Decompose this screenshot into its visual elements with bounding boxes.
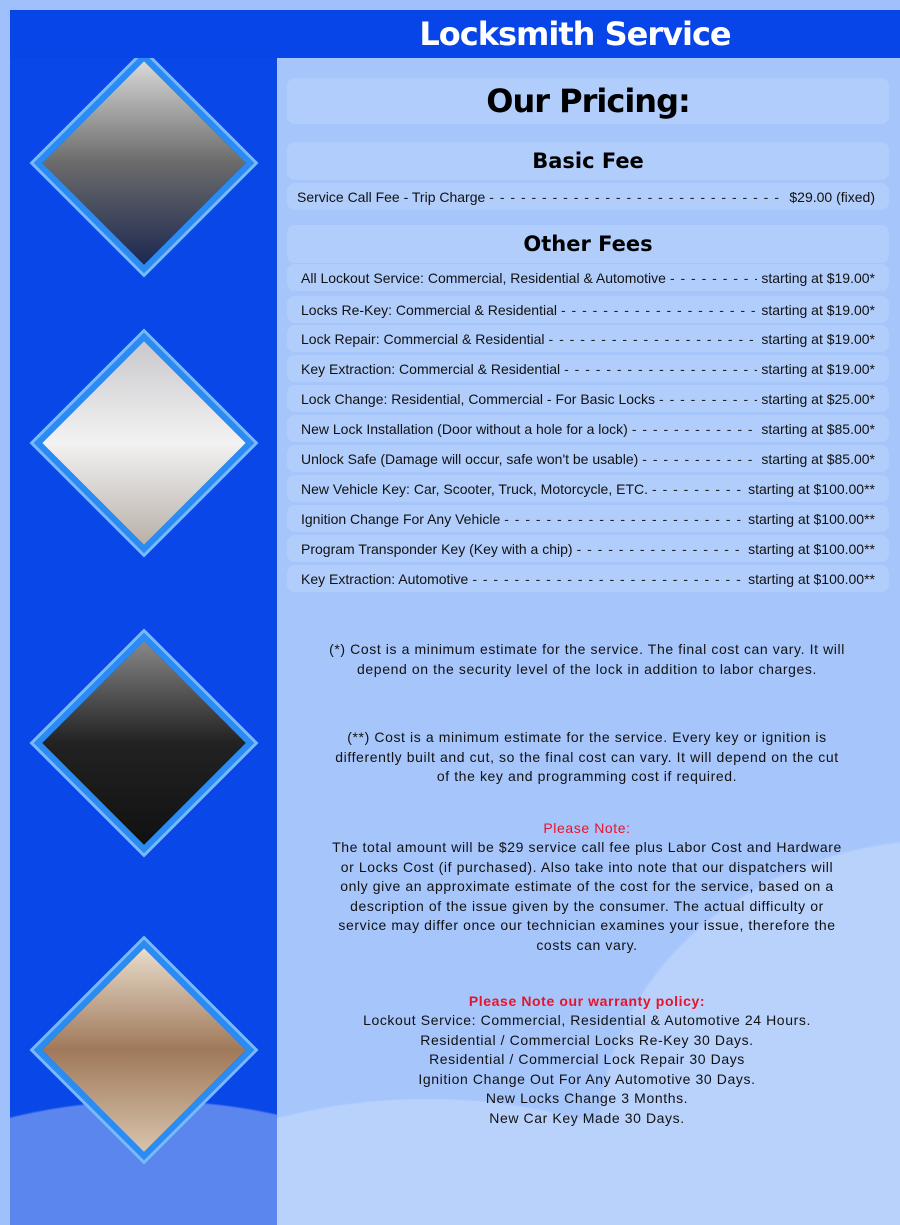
fee-price: starting at $100.00** [748, 540, 875, 557]
fee-price: starting at $19.00* [761, 330, 875, 347]
fee-row [287, 445, 889, 472]
fee-row [287, 355, 889, 382]
warranty-item: Ignition Change Out For Any Automotive 30 Days. [418, 1070, 756, 1087]
fee-label: Ignition Change For Any Vehicle [301, 510, 501, 527]
fee-label: New Lock Installation (Door without a hole for a lock) [301, 420, 628, 437]
fee-row [287, 505, 889, 532]
warranty-item: Residential / Commercial Lock Repair 30 Days [429, 1051, 745, 1067]
dash-leader [564, 361, 757, 377]
pricing-section [277, 58, 900, 1225]
dash-leader [472, 571, 744, 587]
fee-row [287, 535, 889, 562]
dash-leader [504, 511, 744, 527]
warranty-title: Please Note our warranty policy: [468, 993, 706, 1009]
dash-leader [561, 302, 757, 318]
warranty-item: New Locks Change 3 Months. [485, 1090, 689, 1106]
fee-label: Key Extraction: Commercial & Residential [301, 360, 561, 377]
dash-leader [670, 270, 757, 286]
fee-row [287, 415, 889, 442]
page-header: Locksmith Service [10, 10, 900, 58]
fee-row [287, 385, 889, 412]
fee-price: starting at $19.00* [761, 360, 875, 377]
dash-leader [489, 189, 785, 205]
fee-row [287, 325, 889, 352]
fee-label: Locks Re-Key: Commercial & Residential [301, 301, 557, 318]
warranty-item: Lockout Service: Commercial, Residential & Automotive 24 Hours. [363, 1012, 811, 1028]
dash-leader [577, 541, 745, 557]
fee-label: New Vehicle Key: Car, Scooter, Truck, Motorcycle, ETC. [301, 480, 649, 497]
fee-row [287, 565, 889, 592]
warranty-item: Residential / Commercial Locks Re-Key 30 Days. [420, 1031, 754, 1048]
please-note-title: Please Note: [543, 820, 631, 836]
fee-label: Unlock Safe (Damage will occur, safe won't be usable) [301, 450, 639, 467]
dash-leader [632, 421, 758, 437]
fee-price: starting at $19.00* [761, 301, 875, 318]
fee-price: $29.00 (fixed) [789, 188, 875, 205]
fee-price: starting at $85.00* [761, 420, 875, 437]
fee-label: Lock Change: Residential, Commercial - For Basic Locks [301, 390, 656, 407]
basic-fee-heading: Basic Fee [287, 142, 889, 180]
fee-price: starting at $85.00* [761, 450, 875, 467]
fee-row [287, 475, 889, 502]
dash-leader [642, 451, 757, 467]
fee-price: starting at $25.00* [761, 390, 875, 407]
fee-row [287, 183, 889, 210]
note-double-asterisk: (**) Cost is a minimum estimate for the service. Every key or ignition is differently built and cut, so the final cost can vary. It will depend on the cut of the key and programming cost if required. [335, 729, 839, 784]
fee-label: Program Transponder Key (Key with a chip) [301, 540, 573, 557]
warranty-item: New Car Key Made 30 Days. [489, 1109, 685, 1126]
please-note-text: The total amount will be $29 service call fee plus Labor Cost and Hardware or Locks Cost (if purchased). Also take into note that our dispatchers will only give an approximate estimate of the cost for the service, based on a description of the issue given by the consumer. The actual difficulty or service may differ once our technician examines your issue, therefore the costs can vary. [332, 839, 842, 953]
other-fees-heading: Other Fees [287, 225, 889, 263]
fee-row [287, 296, 889, 323]
fee-label: All Lockout Service: Commercial, Residential & Automotive [301, 269, 666, 286]
fee-label: Lock Repair: Commercial & Residential [301, 330, 545, 347]
fee-label: Service Call Fee - Trip Charge [297, 188, 486, 205]
fee-price: starting at $100.00** [748, 570, 875, 587]
pricing-title: Our Pricing: [287, 78, 889, 124]
dash-leader [652, 481, 744, 497]
note-single-asterisk: (*) Cost is a minimum estimate for the service. The final cost can vary. It will depend on the security level of the lock in addition to labor charges. [329, 641, 845, 677]
fee-row [287, 264, 889, 291]
fee-price: starting at $19.00* [761, 269, 875, 286]
fee-label: Key Extraction: Automotive [301, 570, 469, 587]
fee-price: starting at $100.00** [748, 510, 875, 527]
dash-leader [659, 391, 757, 407]
dash-leader [549, 331, 758, 347]
fee-price: starting at $100.00** [748, 480, 875, 497]
